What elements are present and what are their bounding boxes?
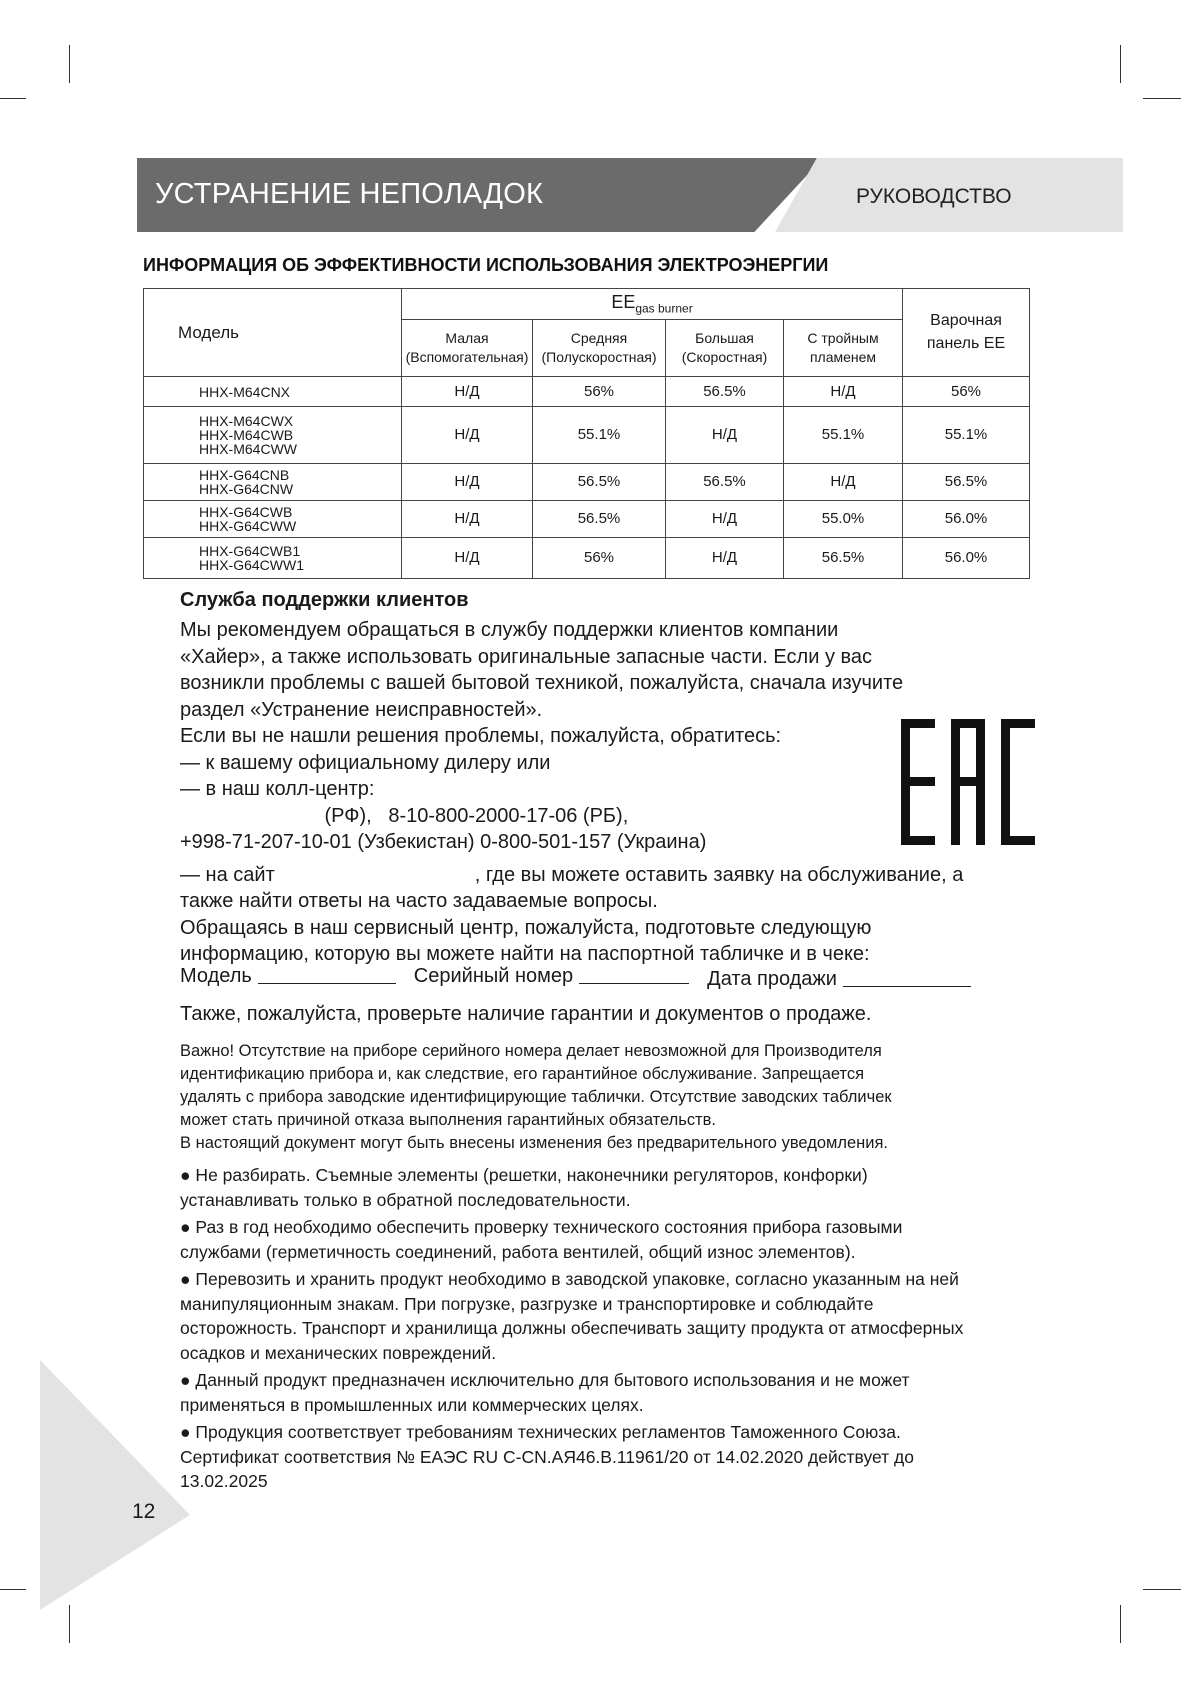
text-line: раздел «Устранение неисправностей».: [180, 698, 543, 721]
table-title: ИНФОРМАЦИЯ ОБ ЭФФЕКТИВНОСТИ ИСПОЛЬЗОВАНИЯ ЭЛЕКТРОЭНЕРГИИ: [143, 255, 829, 275]
notice-line: может стать причиной отказа выполнения гарантийных обязательств.: [180, 1111, 717, 1129]
page-corner: [40, 1360, 190, 1610]
text-line: — к вашему официальному дилеру или: [180, 751, 551, 774]
value-cell: 56.5%: [533, 501, 666, 538]
text-line: Если вы не нашли решения проблемы, пожалуйста, обратитесь:: [180, 725, 782, 747]
table-row: [144, 501, 1030, 538]
notice-line: В настоящий документ могут быть внесены изменения без предварительного уведомления.: [180, 1134, 889, 1152]
bullet-line: применяться в промышленных или коммерческих целях.: [180, 1394, 644, 1415]
bullet-line: службами (герметичность соединений, работа вентилей, общий износ элементов).: [180, 1241, 856, 1262]
value-cell: 56.5%: [784, 538, 903, 579]
bullet-line: ● Не разбирать. Съемные элементы (решетки, наконечники регуляторов, конфорки): [180, 1165, 868, 1185]
bullet-line: ● Раз в год необходимо обеспечить проверку технического состояния прибора газовыми: [180, 1217, 903, 1237]
bullet-line: осторожность. Транспорт и хранилища должны обеспечивать защиту продукта от атмосферных: [180, 1318, 964, 1338]
notice-line: идентификацию прибора и, как следствие, его гарантийное обслуживание. Запрещается: [180, 1065, 865, 1083]
efficiency-table: [143, 288, 1030, 579]
phone-line: (РФ), 8-10-800-2000-17-06 (РБ),: [180, 804, 629, 827]
crop-mark: [69, 1605, 70, 1643]
value-cell: 56.5%: [903, 464, 1030, 501]
form-model-blank: [258, 965, 396, 984]
crop-mark: [1143, 98, 1181, 99]
bullet-line: ● Продукция соответствует требованиям технических регламентов Таможенного Союза.: [180, 1422, 901, 1442]
value-cell: 55.1%: [784, 407, 903, 464]
col-medium-burner: Средняя (Полускоростная): [533, 320, 666, 377]
value-cell: 56.5%: [666, 464, 784, 501]
value-cell: Н/Д: [402, 464, 533, 501]
value-cell: 56.0%: [903, 501, 1030, 538]
bullet-line: ● Данный продукт предназначен исключительно для бытового использования и не может: [180, 1370, 910, 1390]
text-line: Мы рекомендуем обращаться в службу поддержки клиентов компании: [180, 619, 839, 641]
value-cell: 56%: [533, 538, 666, 579]
value-cell: Н/Д: [666, 407, 784, 464]
warranty-reminder: Также, пожалуйста, проверьте наличие гарантии и документов о продаже.: [180, 1003, 872, 1025]
model-cell: HHX-G64CWB1 HHX-G64CWW1: [144, 538, 402, 579]
bullet-line: манипуляционным знакам. При погрузке, разгрузке и транспортировке и соблюдайте: [180, 1293, 874, 1314]
bullet-line: осадков и механических повреждений.: [180, 1342, 497, 1363]
col-model-header: Модель: [144, 289, 402, 377]
section-title: УСТРАНЕНИЕ НЕПОЛАДОК: [155, 178, 544, 210]
text-line: возникли проблемы с вашей бытовой техникой, пожалуйста, сначала изучите: [180, 672, 904, 694]
crop-mark: [0, 98, 26, 99]
value-cell: Н/Д: [402, 407, 533, 464]
manual-label: РУКОВОДСТВО: [856, 185, 1012, 208]
notice-line: Важно! Отсутствие на приборе серийного номера делает невозможной для Производителя: [180, 1042, 882, 1060]
table-row: [144, 377, 1030, 407]
col-small-burner: Малая (Вспомогательная): [402, 320, 533, 377]
text-line: Обращаясь в наш сервисный центр, пожалуйста, подготовьте следующую: [180, 916, 872, 939]
notice-line: удалять с прибора заводские идентифицирующие таблички. Отсутствие заводских табличек: [180, 1088, 892, 1106]
text-line: «Хайер», а также использовать оригинальные запасные части. Если у вас: [180, 645, 873, 668]
form-model-label: Модель: [180, 965, 252, 987]
crop-mark: [69, 45, 70, 83]
model-cell: HHX-M64CNX: [144, 377, 402, 407]
model-cell: HHX-M64CWX HHX-M64CWB HHX-M64CWW: [144, 407, 402, 464]
important-notice: [180, 1040, 1070, 1155]
value-cell: 56%: [533, 377, 666, 407]
table-row: [144, 407, 1030, 464]
value-cell: Н/Д: [402, 538, 533, 579]
form-serial-label: Серийный номер: [413, 965, 574, 987]
phone-line: +998-71-207-10-01 (Узбекистан) 0-800-501-157 (Украина): [180, 831, 707, 853]
crop-mark: [1120, 45, 1121, 83]
form-date-blank: [843, 968, 971, 987]
value-cell: 56.5%: [533, 464, 666, 501]
value-cell: 55.0%: [784, 501, 903, 538]
col-ee-header: $EE_{gas burner}$: [402, 289, 903, 320]
eac-mark-icon: [901, 719, 1035, 845]
info-form: [180, 965, 1070, 991]
table-row: [144, 538, 1030, 579]
text-line: информацию, которую вы можете найти на паспортной табличке и в чеке:: [180, 943, 870, 965]
value-cell: Н/Д: [784, 464, 903, 501]
value-cell: Н/Д: [666, 538, 784, 579]
table-row: [144, 464, 1030, 501]
bullet-line: Сертификат соответствия № ЕАЭС RU C-CN.АЯ46.В.11961/20 от 14.02.2020 действует до: [180, 1446, 914, 1467]
value-cell: 55.1%: [903, 407, 1030, 464]
text-line: также найти ответы на часто задаваемые вопросы.: [180, 890, 658, 912]
value-cell: 56%: [903, 377, 1030, 407]
form-date-label: Дата продажи: [707, 968, 837, 990]
crop-mark: [1143, 1589, 1181, 1590]
value-cell: Н/Д: [666, 501, 784, 538]
bullet-line: устанавливать только в обратной последовательности.: [180, 1189, 631, 1210]
model-cell: HHX-G64CWB HHX-G64CWW: [144, 501, 402, 538]
bullet-line: 13.02.2025: [180, 1471, 268, 1491]
value-cell: 55.1%: [533, 407, 666, 464]
col-panel-header: Варочная панель EE: [903, 289, 1030, 377]
bullet-line: ● Перевозить и хранить продукт необходимо в заводской упаковке, согласно указанным на ней: [180, 1269, 959, 1289]
crop-mark: [0, 1589, 26, 1590]
value-cell: 56.0%: [903, 538, 1030, 579]
col-triple-burner: С тройным пламенем: [784, 320, 903, 377]
page-number: 12: [132, 1500, 156, 1523]
value-cell: Н/Д: [402, 501, 533, 538]
support-title: Служба поддержки клиентов: [180, 589, 469, 611]
website-line: — на сайт , где вы можете оставить заявку на обслуживание, а: [180, 863, 964, 886]
value-cell: 56.5%: [666, 377, 784, 407]
crop-mark: [1120, 1605, 1121, 1643]
form-serial-blank: [579, 965, 689, 984]
value-cell: Н/Д: [784, 377, 903, 407]
safety-bullets: [180, 1163, 1070, 1494]
model-cell: HHX-G64CNB HHX-G64CNW: [144, 464, 402, 501]
text-line: — в наш колл-центр:: [180, 778, 375, 800]
value-cell: Н/Д: [402, 377, 533, 407]
col-large-burner: Большая (Скоростная): [666, 320, 784, 377]
